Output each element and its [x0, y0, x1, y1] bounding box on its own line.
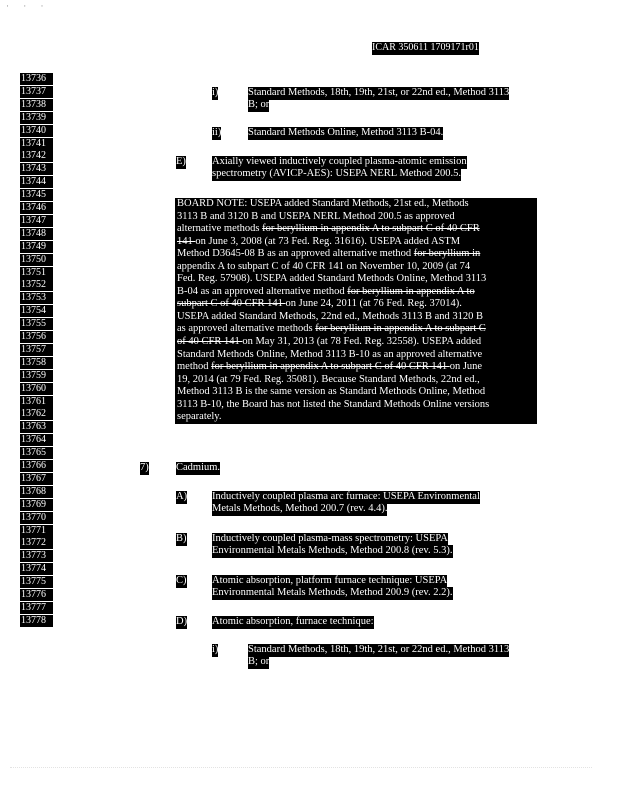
line-number: 13737: [20, 86, 53, 98]
note-text: on June: [449, 361, 483, 373]
board-note-line: [177, 198, 537, 211]
document-id: ICAR 350611 1709171r01: [372, 42, 479, 53]
item-text-line: Inductively coupled plasma-mass spectrometry: USEPA: [212, 533, 448, 544]
board-note-line: [177, 336, 537, 349]
board-note-line: [177, 349, 537, 362]
line-number: 13753: [20, 292, 53, 304]
line-number: 13754: [20, 305, 53, 317]
line-number: 13743: [20, 163, 53, 175]
line-number: 13776: [20, 589, 53, 601]
note-text: 3113 B and 3120 B and USEPA NERL Method 200.5 as approved: [177, 210, 455, 222]
line-number: 13742: [20, 150, 53, 162]
line-number: 13775: [20, 576, 53, 588]
section-title: Cadmium.: [176, 462, 221, 473]
line-number: 13760: [20, 383, 53, 395]
board-note-line: [177, 399, 537, 412]
struck-text: for beryllium in appendix A to subpart C of 40 CFR 141: [211, 361, 450, 373]
line-number: 13752: [20, 279, 53, 291]
line-number: 13746: [20, 202, 53, 214]
item-text-line: Axially viewed inductively coupled plasma-atomic emission: [212, 156, 467, 167]
struck-text: subpart C of 40 CFR 141: [177, 298, 286, 310]
board-note-line: [177, 323, 537, 336]
line-number: 13763: [20, 421, 53, 433]
item-text-line: B; or: [248, 99, 270, 110]
note-text: B-04 as an approved alternative method: [177, 285, 348, 297]
board-note-line: [177, 311, 537, 324]
section-marker: 7): [140, 462, 149, 473]
note-text: USEPA added Standard Methods, 22nd ed., Methods 3113 B and 3120 B: [177, 310, 484, 322]
board-note-line: [177, 286, 537, 299]
note-text: appendix A to subpart C of 40 CFR 141 on November 10, 2009 (at 74: [177, 260, 471, 272]
board-note-line: [177, 248, 537, 261]
line-number: 13759: [20, 370, 53, 382]
note-text: Method D3645-08 B as an approved alternative method: [177, 248, 414, 260]
note-text: BOARD NOTE: USEPA added Standard Methods, 21st ed., Methods: [177, 198, 469, 209]
line-number: 13762: [20, 408, 53, 420]
line-number: 13758: [20, 357, 53, 369]
board-note-line: [177, 374, 537, 387]
line-number: 13772: [20, 537, 53, 549]
line-number: 13745: [20, 189, 53, 201]
item-text-line: Standard Methods Online, Method 3113 B-04.: [248, 127, 444, 138]
struck-text: for beryllium in appendix A to subpart C: [315, 323, 486, 335]
item-marker: B): [176, 533, 187, 544]
line-number: 13736: [20, 73, 53, 85]
board-note: [175, 198, 537, 424]
board-note-line: [177, 261, 537, 274]
line-number: 13738: [20, 99, 53, 111]
board-note-line: [177, 211, 537, 224]
line-number: 13751: [20, 267, 53, 279]
line-number: 13767: [20, 473, 53, 485]
item-text-line: spectrometry (AVICP-AES): USEPA NERL Method 200.5.: [212, 168, 461, 179]
item-text-line: Standard Methods, 18th, 19th, 21st, or 22nd ed., Method 3113: [248, 87, 510, 98]
line-number: 13761: [20, 396, 53, 408]
item-marker: D): [176, 616, 188, 627]
line-number: 13769: [20, 499, 53, 511]
board-note-line: [177, 386, 537, 399]
item-marker: A): [176, 491, 188, 502]
line-number: 13774: [20, 563, 53, 575]
line-number: 13764: [20, 434, 53, 446]
line-number: 13771: [20, 525, 53, 537]
scan-artifact: · · ·: [6, 1, 50, 11]
item-marker: C): [176, 575, 187, 586]
line-number: 13748: [20, 228, 53, 240]
line-number: 13755: [20, 318, 53, 330]
line-number: 13741: [20, 138, 53, 150]
line-number: 13739: [20, 112, 53, 124]
line-number: 13778: [20, 615, 53, 627]
item-marker: ii): [212, 127, 222, 138]
line-number: 13765: [20, 447, 53, 459]
struck-text: for beryllium in appendix A to subpart C of 40 CFR: [262, 223, 480, 235]
item-marker: i): [212, 644, 219, 655]
item-marker: E): [176, 156, 186, 167]
board-note-line: [177, 411, 537, 424]
note-text: 3113 B-10, the Board has not listed the Standard Methods Online versions: [177, 398, 490, 410]
note-text: on June 24, 2011 (at 76 Fed. Reg. 37014).: [285, 298, 462, 310]
line-number: 13744: [20, 176, 53, 188]
line-number: 13756: [20, 331, 53, 343]
line-number: 13770: [20, 512, 53, 524]
item-text-line: Inductively coupled plasma arc furnace: USEPA Environmental: [212, 491, 480, 502]
line-number: 13750: [20, 254, 53, 266]
board-note-line: [177, 361, 537, 374]
note-text: on May 31, 2013 (at 78 Fed. Reg. 32558). USEPA added: [242, 336, 482, 348]
item-text-line: Atomic absorption, furnace technique:: [212, 616, 374, 627]
item-text-line: Environmental Metals Methods, Method 200.8 (rev. 5.3).: [212, 545, 453, 556]
note-text: Fed. Reg. 57908). USEPA added Standard Methods Online, Method 3113: [177, 273, 487, 285]
note-text: Method 3113 B is the same version as Standard Methods Online, Method: [177, 386, 486, 398]
note-text: on June 3, 2008 (at 73 Fed. Reg. 31616). USEPA added ASTM: [195, 235, 461, 247]
line-number: 13766: [20, 460, 53, 472]
item-text-line: B; or: [248, 656, 270, 667]
line-number: 13768: [20, 486, 53, 498]
note-text: alternative methods: [177, 223, 263, 235]
item-text-line: Environmental Metals Methods, Method 200.9 (rev. 2.2).: [212, 587, 453, 598]
line-number: 13747: [20, 215, 53, 227]
board-note-line: [177, 298, 537, 311]
item-marker: i): [212, 87, 219, 98]
item-text-line: Standard Methods, 18th, 19th, 21st, or 22nd ed., Method 3113: [248, 644, 510, 655]
struck-text: for beryllium in appendix A to: [347, 285, 475, 297]
item-text-line: Metals Methods, Method 200.7 (rev. 4.4).: [212, 503, 388, 514]
line-number: 13777: [20, 602, 53, 614]
note-text: Standard Methods Online, Method 3113 B-10 as an approved alternative: [177, 348, 483, 360]
line-number: 13749: [20, 241, 53, 253]
item-text-line: Atomic absorption, platform furnace technique: USEPA: [212, 575, 448, 586]
board-note-line: [177, 223, 537, 236]
board-note-line: [177, 273, 537, 286]
board-note-line: [177, 236, 537, 249]
line-number: 13773: [20, 550, 53, 562]
line-number: 13740: [20, 125, 53, 137]
struck-text: for beryllium in: [413, 248, 481, 260]
struck-text: 141: [177, 235, 196, 247]
note-text: separately.: [177, 411, 222, 423]
note-text: as approved alternative methods: [177, 323, 316, 335]
note-text: 19, 2014 (at 79 Fed. Reg. 35081). Because Standard Methods, 22nd ed.,: [177, 373, 480, 385]
note-text: method: [177, 361, 212, 373]
line-number: 13757: [20, 344, 53, 356]
page-bottom-rule: [10, 767, 592, 768]
struck-text: of 40 CFR 141: [177, 336, 243, 348]
